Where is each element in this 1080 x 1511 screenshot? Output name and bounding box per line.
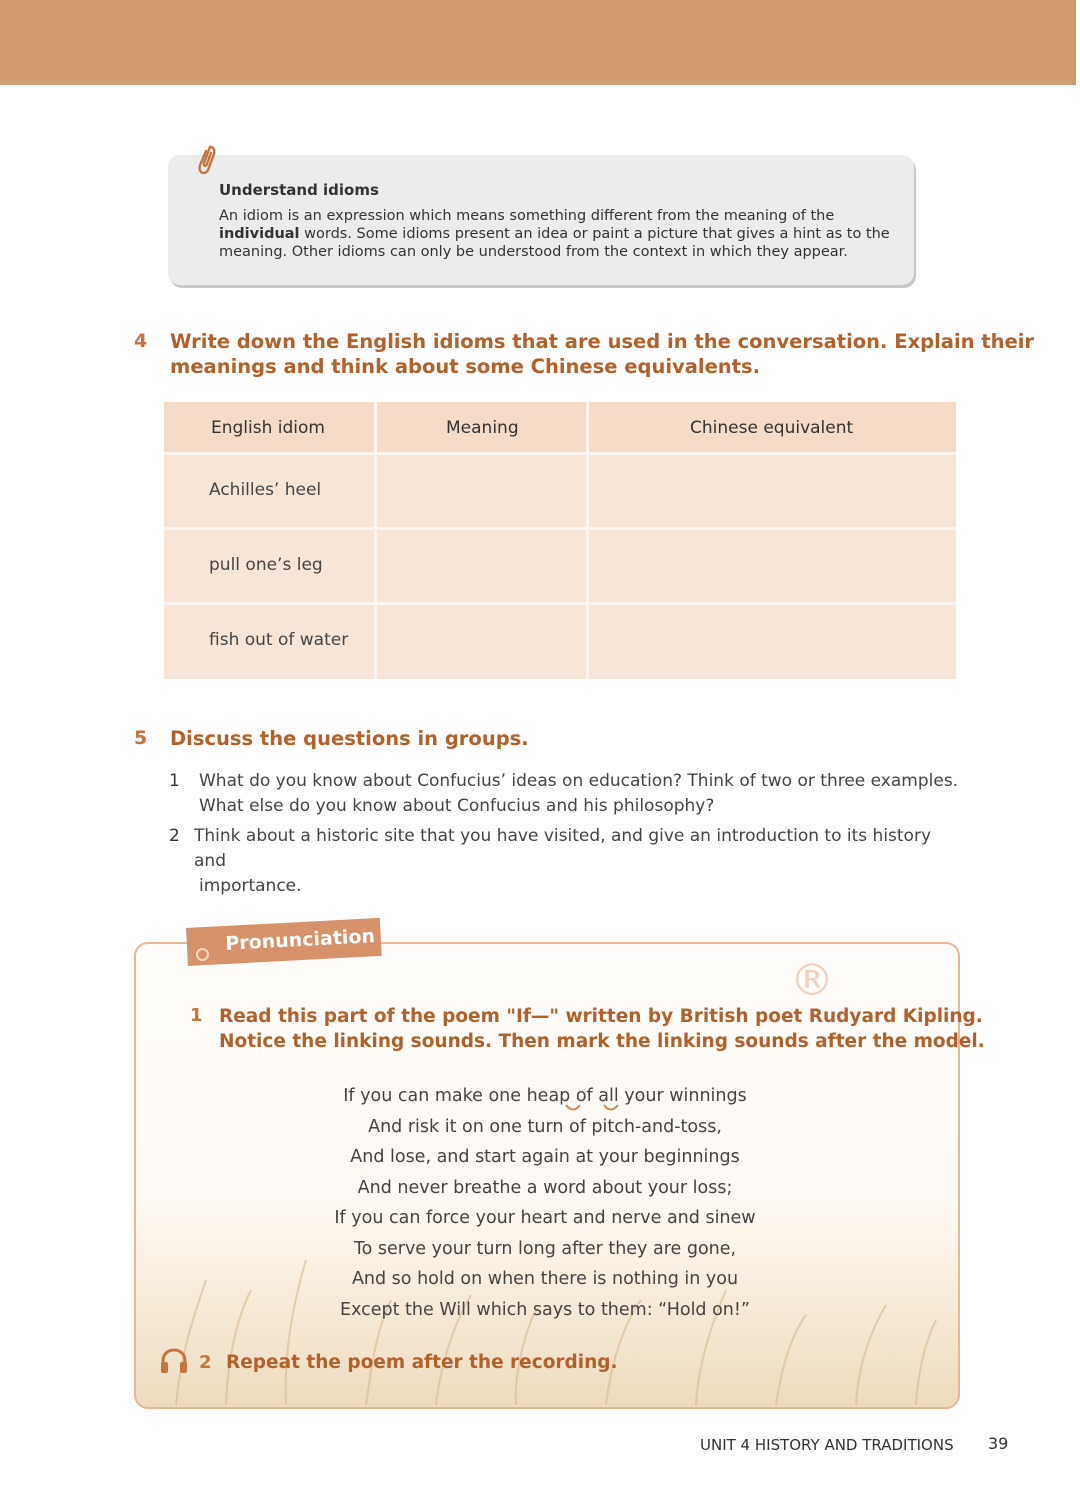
circle-icon <box>196 948 209 961</box>
tip-line-1: An idiom is an expression which means something different from the meaning of the <box>219 208 835 224</box>
task-4-heading <box>170 329 1034 379</box>
row-divider <box>164 527 956 530</box>
question-2-text <box>194 824 954 899</box>
question-2-line-1: Think about a historic site that you have visited, and give an introduction to its history and <box>194 826 932 871</box>
column-divider <box>586 402 589 679</box>
table-row-idiom: fish out of water <box>209 630 349 650</box>
linking-mark-icon <box>564 1103 624 1115</box>
task-5-heading: Discuss the questions in groups. <box>170 727 529 750</box>
table-row-idiom: pull one’s leg <box>209 555 323 575</box>
watermark-mark: ® <box>790 955 834 1006</box>
poem-line: And so hold on when there is nothing in you <box>351 1269 739 1289</box>
pron-task-1-line-2: Notice the linking sounds. Then mark the linking sounds after the model. <box>219 1031 985 1052</box>
header-chinese-equivalent: Chinese equivalent <box>690 418 854 438</box>
poem-line: To serve your turn long after they are gone, <box>353 1239 737 1259</box>
question-1-text <box>199 769 959 819</box>
question-1-line-1: What do you know about Confucius’ ideas on education? Think of two or three examples. <box>199 771 959 791</box>
pron-task-1-line-1: Read this part of the poem "If—" written by British poet Rudyard Kipling. <box>219 1006 983 1027</box>
question-2-line-2: importance. <box>199 876 302 896</box>
pron-task-2-heading: Repeat the poem after the recording. <box>226 1352 618 1373</box>
poem-line: If you can make one heap of all your winnings <box>343 1086 747 1106</box>
headphones-icon[interactable] <box>159 1347 189 1375</box>
question-1-line-2: What else do you know about Confucius and his philosophy? <box>199 796 715 816</box>
poem-line: Except the Will which says to them: “Hold on!” <box>340 1300 750 1320</box>
page-number: 39 <box>988 1434 1009 1453</box>
task-4-number: 4 <box>134 330 148 352</box>
pron-task-2-number: 2 <box>199 1352 212 1373</box>
header-meaning: Meaning <box>446 418 519 438</box>
footer-unit-title: UNIT 4 HISTORY AND TRADITIONS <box>700 1436 954 1454</box>
header-english-idiom: English idiom <box>211 418 325 438</box>
table-row-idiom: Achilles’ heel <box>209 480 322 500</box>
tip-line-3: meaning. Other idioms can only be understood from the context in which they appear. <box>219 244 848 260</box>
poem-line: And lose, and start again at your beginnings <box>350 1147 740 1167</box>
tip-line-2-rest: words. Some idioms present an idea or paint a picture that gives a hint as to the <box>299 226 890 242</box>
paperclip-icon <box>196 143 218 177</box>
tip-body <box>219 207 909 261</box>
pronunciation-label: Pronunciation <box>224 925 376 955</box>
poem-line: And never breathe a word about your loss; <box>357 1178 733 1198</box>
column-divider <box>374 402 377 679</box>
question-2-number: 2 <box>169 826 180 846</box>
row-divider <box>164 602 956 605</box>
pron-task-1-heading <box>219 1004 985 1054</box>
question-1-number: 1 <box>169 771 180 791</box>
pron-task-1-number: 1 <box>190 1005 203 1026</box>
tip-bold-word: individual <box>219 226 300 242</box>
tip-title: Understand idioms <box>219 181 379 199</box>
task-4-line-1: Write down the English idioms that are used in the conversation. Explain their <box>170 330 1035 353</box>
task-4-line-2: meanings and think about some Chinese equivalents. <box>170 355 761 378</box>
top-color-band <box>0 0 1076 85</box>
poem-line: If you can force your heart and nerve and sinew <box>334 1208 756 1228</box>
tip-line-2 <box>219 225 909 243</box>
poem-line: And risk it on one turn of pitch-and-toss, <box>368 1117 722 1137</box>
task-5-number: 5 <box>134 727 148 749</box>
